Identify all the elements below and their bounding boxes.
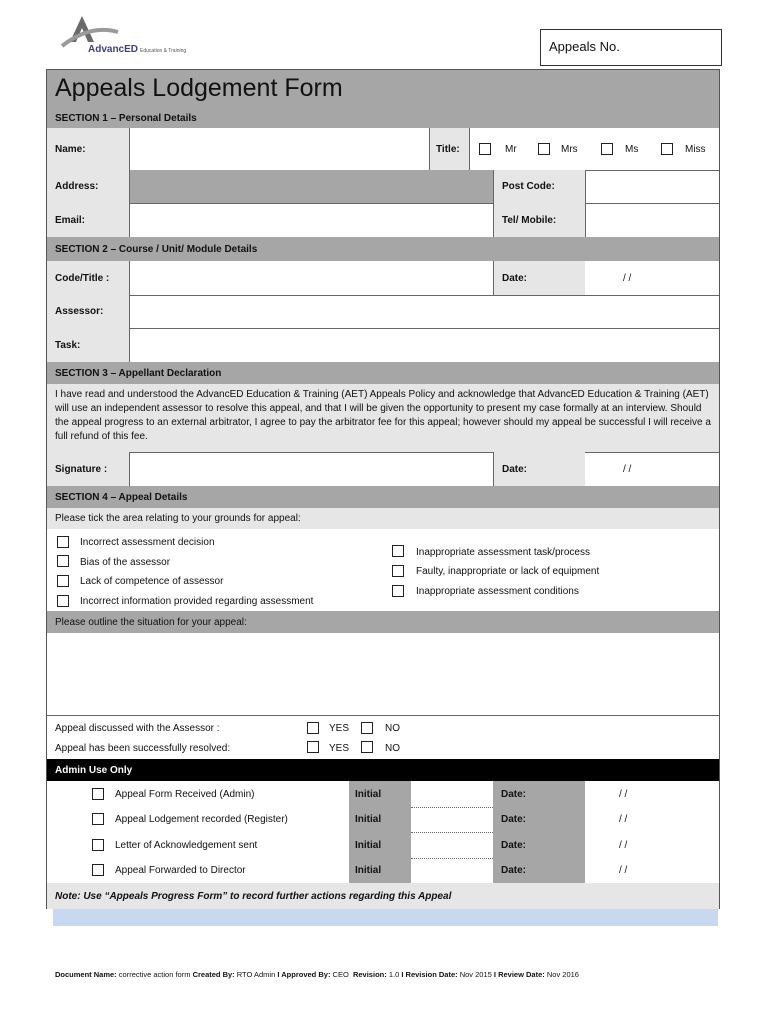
admin-date-value[interactable]: / / bbox=[619, 839, 628, 851]
title-label: Title: bbox=[429, 128, 469, 170]
ground-incorrect-info-checkbox[interactable] bbox=[57, 595, 69, 607]
name-field[interactable] bbox=[129, 128, 429, 170]
footer-approved-label: I Approved By: bbox=[277, 970, 331, 979]
admin-date-label: Date: bbox=[501, 813, 527, 825]
signature-date-field[interactable]: / / bbox=[623, 463, 632, 475]
admin-form-received-checkbox[interactable] bbox=[92, 788, 104, 800]
footer-review-date: Nov 2016 bbox=[546, 970, 579, 979]
discussed-no-label: NO bbox=[385, 722, 400, 734]
section3-heading: SECTION 3 – Appellant Declaration bbox=[47, 362, 719, 384]
ground-incorrect-decision-checkbox[interactable] bbox=[57, 536, 69, 548]
logo-brand: AdvancED bbox=[88, 44, 139, 55]
tel-field[interactable] bbox=[585, 203, 721, 237]
admin-heading: Admin Use Only bbox=[47, 759, 719, 781]
email-label: Email: bbox=[47, 203, 129, 237]
course-date-field[interactable]: / / bbox=[623, 272, 632, 284]
title-mr-checkbox[interactable] bbox=[479, 143, 491, 155]
ground-task-process-checkbox[interactable] bbox=[392, 545, 404, 557]
admin-forwarded-director-checkbox[interactable] bbox=[92, 864, 104, 876]
admin-acknowledgement-sent-checkbox[interactable] bbox=[92, 839, 104, 851]
postcode-label: Post Code: bbox=[493, 170, 585, 203]
footer-doc-name: corrective action form bbox=[118, 970, 191, 979]
assessor-field[interactable] bbox=[129, 295, 721, 328]
initial-label: Initial bbox=[355, 788, 382, 800]
admin-date-label: Date: bbox=[501, 864, 527, 876]
footer-review-date-label: I Review Date: bbox=[493, 970, 545, 979]
resolved-yes-label: YES bbox=[329, 742, 350, 754]
ground-conditions-checkbox[interactable] bbox=[392, 585, 404, 597]
discussed-no-checkbox[interactable] bbox=[361, 722, 373, 734]
discussed-yes-label: YES bbox=[329, 722, 350, 734]
declaration-box bbox=[47, 384, 719, 452]
title-ms-label: Ms bbox=[625, 143, 639, 155]
admin-date-label: Date: bbox=[501, 839, 527, 851]
ground-label: Incorrect information provided regarding assessment bbox=[80, 595, 314, 607]
document-footer bbox=[55, 970, 755, 979]
footer-created: RTO Admin bbox=[236, 970, 276, 979]
title-ms-checkbox[interactable] bbox=[601, 143, 613, 155]
title-mrs-checkbox[interactable] bbox=[538, 143, 550, 155]
title-mrs-label: Mrs bbox=[561, 143, 578, 155]
footer-created-label: Created By: bbox=[192, 970, 235, 979]
admin-row-label: Appeal Form Received (Admin) bbox=[115, 788, 255, 800]
admin-date-label: Date: bbox=[501, 788, 527, 800]
admin-date-value[interactable]: / / bbox=[619, 788, 628, 800]
appeals-form bbox=[46, 69, 720, 909]
ground-competence-checkbox[interactable] bbox=[57, 575, 69, 587]
ground-label: Inappropriate assessment task/process bbox=[416, 546, 590, 558]
admin-row-label: Appeal Lodgement recorded (Register) bbox=[115, 813, 288, 825]
tel-label: Tel/ Mobile: bbox=[493, 203, 585, 237]
logo-subtitle: Education & Training bbox=[140, 48, 187, 54]
discussed-yes-checkbox[interactable] bbox=[307, 722, 319, 734]
course-date-label: Date: bbox=[493, 261, 585, 295]
section2-heading: SECTION 2 – Course / Unit/ Module Details bbox=[47, 237, 719, 261]
bottom-band bbox=[53, 909, 718, 926]
name-label: Name: bbox=[47, 128, 129, 170]
section1-heading: SECTION 1 – Personal Details bbox=[47, 108, 719, 128]
form-title: Appeals Lodgement Form bbox=[55, 74, 343, 102]
initial-label: Initial bbox=[355, 813, 382, 825]
code-title-field[interactable] bbox=[129, 261, 493, 295]
resolved-label: Appeal has been successfully resolved: bbox=[55, 742, 231, 754]
section4-heading: SECTION 4 – Appeal Details bbox=[47, 486, 719, 508]
admin-date-value[interactable]: / / bbox=[619, 864, 628, 876]
admin-row-label: Appeal Forwarded to Director bbox=[115, 864, 246, 876]
ground-label: Incorrect assessment decision bbox=[80, 536, 215, 548]
discussed-label: Appeal discussed with the Assessor : bbox=[55, 722, 220, 734]
address-field[interactable] bbox=[129, 170, 493, 203]
resolved-no-checkbox[interactable] bbox=[361, 741, 373, 753]
outline-textarea[interactable] bbox=[47, 633, 719, 715]
logo-mark-icon bbox=[60, 14, 120, 48]
ground-label: Bias of the assessor bbox=[80, 556, 171, 568]
ground-equipment-checkbox[interactable] bbox=[392, 565, 404, 577]
footer-revision-label: Revision: bbox=[352, 970, 387, 979]
assessor-label: Assessor: bbox=[47, 295, 129, 328]
company-logo bbox=[60, 14, 220, 58]
tick-prompt: Please tick the area relating to your grounds for appeal: bbox=[47, 508, 719, 529]
footer-revision-date-label: I Revision Date: bbox=[401, 970, 458, 979]
form-note: Note: Use “Appeals Progress Form” to record further actions regarding this Appeal bbox=[47, 883, 719, 909]
footer-revision-date: Nov 2015 bbox=[459, 970, 492, 979]
ground-label: Inappropriate assessment conditions bbox=[416, 585, 579, 597]
footer-revision: 1.0 bbox=[388, 970, 400, 979]
form-title-bar bbox=[47, 70, 719, 108]
address-label: Address: bbox=[47, 170, 129, 203]
declaration-text: I have read and understood the AdvancED Education & Training (AET) Appeals Policy and acknowledge that AdvancED Education & Training (AET) will use an independent assessor to resolve this appeal, and that I will be given the opportunity to present my case formally at an interview. Should the appeal progress to an external arbitrator, I agree to pay the arbitrator fee for this appeal; however should my appeal be successful I will receive a full refund of this fee. bbox=[55, 389, 711, 442]
ground-label: Faulty, inappropriate or lack of equipment bbox=[416, 565, 600, 577]
ground-bias-checkbox[interactable] bbox=[57, 555, 69, 567]
signature-field[interactable] bbox=[129, 452, 493, 486]
admin-row-label: Letter of Acknowledgement sent bbox=[115, 839, 258, 851]
postcode-field[interactable] bbox=[585, 170, 721, 203]
signature-label: Signature : bbox=[47, 452, 129, 486]
signature-date-label: Date: bbox=[493, 452, 585, 486]
title-miss-checkbox[interactable] bbox=[661, 143, 673, 155]
task-field[interactable] bbox=[129, 328, 721, 362]
title-miss-label: Miss bbox=[685, 143, 706, 155]
initial-label: Initial bbox=[355, 864, 382, 876]
admin-date-value[interactable]: / / bbox=[619, 813, 628, 825]
footer-doc-name-label: Document Name: bbox=[55, 970, 117, 979]
task-label: Task: bbox=[47, 328, 129, 362]
ground-label: Lack of competence of assessor bbox=[80, 575, 224, 587]
resolved-no-label: NO bbox=[385, 742, 400, 754]
title-mr-label: Mr bbox=[505, 143, 517, 155]
appeals-number-box[interactable]: Appeals No. bbox=[540, 29, 722, 66]
resolved-yes-checkbox[interactable] bbox=[307, 741, 319, 753]
admin-lodgement-recorded-checkbox[interactable] bbox=[92, 813, 104, 825]
footer-approved: CEO bbox=[332, 970, 349, 979]
email-field[interactable] bbox=[129, 203, 493, 237]
initial-label: Initial bbox=[355, 839, 382, 851]
code-title-label: Code/Title : bbox=[47, 261, 129, 295]
outline-prompt: Please outline the situation for your appeal: bbox=[47, 611, 719, 633]
